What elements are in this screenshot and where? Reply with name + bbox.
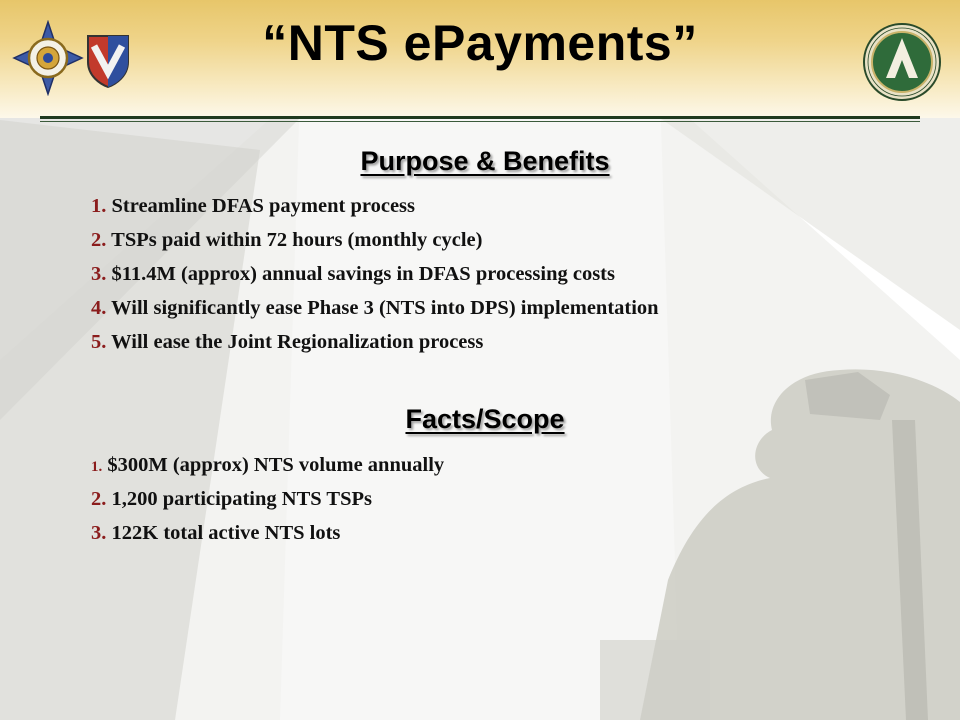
list-text: $300M (approx) NTS volume annually [107, 454, 445, 476]
facts-heading: Facts/Scope [405, 404, 565, 434]
list-text: $11.4M (approx) annual savings in DFAS processing costs [111, 263, 615, 285]
list-number: 5. [91, 331, 107, 353]
purpose-list [91, 193, 659, 363]
purpose-heading: Purpose & Benefits [360, 146, 610, 176]
list-text: Streamline DFAS payment process [111, 195, 415, 217]
list-text: Will ease the Joint Regionalization process [111, 331, 484, 353]
list-number: 3. [91, 263, 107, 285]
list-text: 1,200 participating NTS TSPs [111, 488, 372, 510]
list-item [91, 329, 659, 363]
list-text: 122K total active NTS lots [111, 522, 341, 544]
list-number: 2. [91, 488, 107, 510]
list-number: 1. [91, 195, 107, 217]
facts-list [91, 452, 444, 554]
list-item [91, 486, 444, 520]
list-item [91, 193, 659, 227]
ground-shadow [600, 640, 710, 720]
list-number: 4. [91, 297, 107, 319]
list-number: 3. [91, 522, 107, 544]
header-divider-thin [40, 121, 920, 122]
list-item [91, 295, 659, 329]
header-divider-thick [40, 116, 920, 119]
page-title: “NTS ePayments” [262, 15, 698, 71]
list-number: 2. [91, 229, 107, 251]
surface-deployment-command-seal-icon [862, 22, 942, 102]
list-item [91, 261, 659, 295]
list-text: TSPs paid within 72 hours (monthly cycle) [111, 229, 483, 251]
list-item [91, 227, 659, 261]
list-item [91, 452, 444, 486]
list-text: Will significantly ease Phase 3 (NTS into DPS) implementation [111, 297, 659, 319]
list-number: 1. [91, 459, 103, 475]
list-item [91, 520, 444, 554]
